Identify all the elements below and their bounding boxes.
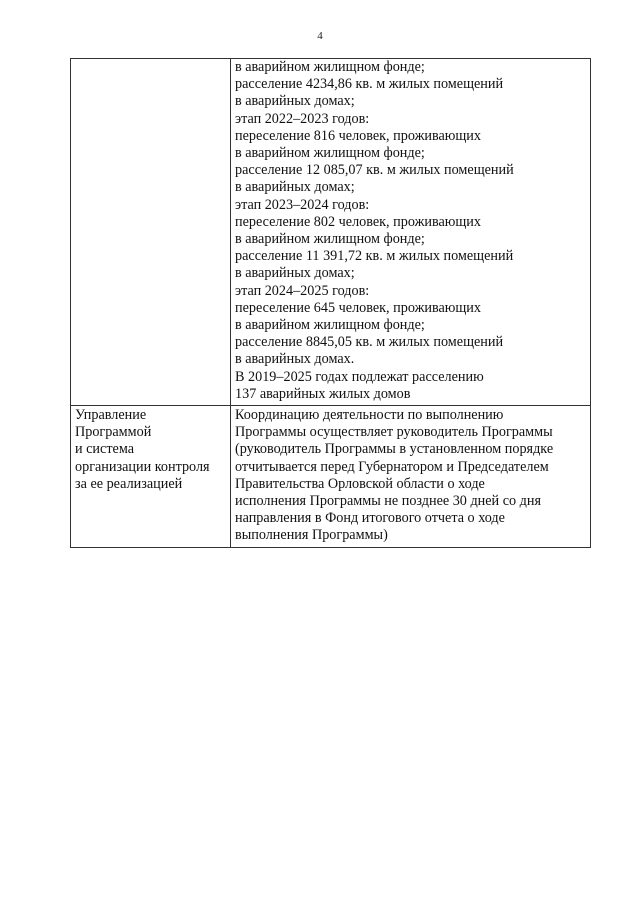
page-number: 4	[317, 30, 323, 42]
heading-line: Программой	[75, 424, 152, 441]
text-line: расселение 4234,86 кв. м жилых помещений	[235, 76, 504, 93]
text-line: В 2019–2025 годах подлежат расселению	[235, 368, 484, 385]
text-line: в аварийном жилищном фонде;	[235, 231, 425, 248]
text-line: в аварийных домах.	[235, 351, 355, 368]
text-line: направления в Фонд итогового отчета о ходе	[235, 510, 505, 527]
text-line: этап 2022–2023 годов:	[235, 110, 370, 127]
text-line: отчитывается перед Губернатором и Председателем	[235, 458, 549, 475]
text-line: этап 2023–2024 годов:	[235, 196, 370, 213]
text-line: расселение 12 085,07 кв. м жилых помещений	[235, 162, 514, 179]
heading-line: Управление	[75, 407, 147, 424]
text-line: в аварийных домах;	[235, 93, 355, 110]
text-line: в аварийном жилищном фонде;	[235, 145, 425, 162]
table-row-management	[71, 406, 591, 548]
text-line: в аварийном жилищном фонде;	[235, 59, 425, 75]
heading-line: и система	[75, 441, 135, 458]
row-content-cell	[231, 406, 591, 548]
text-line: Правительства Орловской области о ходе	[235, 475, 485, 492]
table-row-targets	[71, 59, 591, 406]
row-heading-cell	[71, 59, 231, 406]
heading-line: организации контроля	[75, 458, 210, 475]
program-passport-table	[70, 58, 591, 548]
text-line: в аварийном жилищном фонде;	[235, 317, 425, 334]
text-line: Программы осуществляет руководитель Программы	[235, 424, 553, 441]
text-line: переселение 816 человек, проживающих	[235, 127, 481, 144]
text-line: этап 2024–2025 годов:	[235, 282, 370, 299]
text-line: (руководитель Программы в установленном порядке	[235, 441, 554, 458]
text-line: переселение 802 человек, проживающих	[235, 213, 481, 230]
text-line: в аварийных домах;	[235, 179, 355, 196]
text-line: 137 аварийных жилых домов	[235, 385, 411, 402]
text-line: расселение 11 391,72 кв. м жилых помещений	[235, 248, 514, 265]
text-line: расселение 8845,05 кв. м жилых помещений	[235, 334, 504, 351]
text-line: исполнения Программы не позднее 30 дней со дня	[235, 493, 541, 510]
text-line: Координацию деятельности по выполнению	[235, 407, 504, 424]
row-heading-cell	[71, 406, 231, 548]
text-line: переселение 645 человек, проживающих	[235, 299, 481, 316]
text-line: выполнения Программы)	[235, 527, 388, 544]
row-content-cell	[231, 59, 591, 406]
text-line: в аварийных домах;	[235, 265, 355, 282]
heading-line: за ее реализацией	[75, 475, 183, 492]
